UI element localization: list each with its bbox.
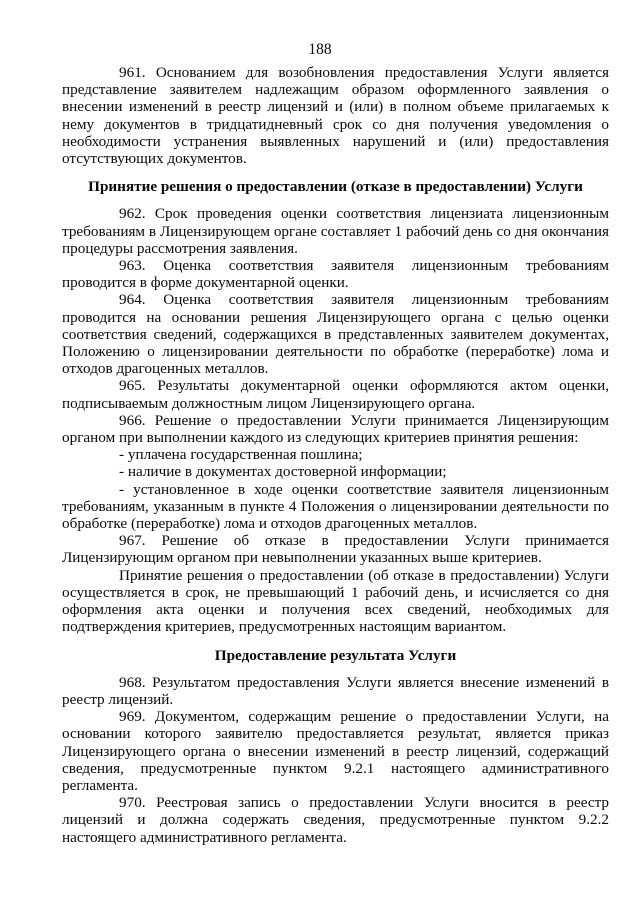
paragraph-961: 961. Основанием для возобновления предоставления Услуги является представление заявителем надлежащим образом оформленного заявления о внесении изменений в реестр лицензий и (или) в полном объеме прилагаемых к нему документов в тридцатидневный срок со дня получения уведомления о необходимости устранения выявленных нарушений и (или) предоставления отсутствующих документов. bbox=[62, 64, 609, 168]
criteria-item-compliance: - установленное в ходе оценки соответствие заявителя лицензионным требованиям, указанным в пункте 4 Положения о лицензировании деятельности по обработке (переработке) лома и отходов драгоценных металлов. bbox=[62, 480, 609, 533]
section-heading-result: Предоставление результата Услуги bbox=[214, 646, 457, 664]
page-number: 188 bbox=[308, 41, 332, 58]
criteria-item-info: - наличие в документах достоверной информации; bbox=[119, 463, 447, 481]
document-body bbox=[62, 64, 609, 846]
paragraph-965: 965. Результаты документарной оценки оформляются актом оценки, подписываемым должностным лицом Лицензирующего органа. bbox=[62, 377, 609, 412]
paragraph-962: 962. Срок проведения оценки соответствия лицензиата лицензионным требованиям в Лицензирующем органе составляет 1 рабочий день со дня окончания процедуры рассмотрения заявления. bbox=[62, 205, 609, 257]
criteria-item-fee: - уплачена государственная пошлина; bbox=[119, 446, 363, 464]
section-heading-decision: Принятие решения о предоставлении (отказе в предоставлении) Услуги bbox=[88, 178, 583, 196]
paragraph-967: 967. Решение об отказе в предоставлении Услуги принимается Лицензирующим органом при невыполнении указанных выше критериев. bbox=[62, 532, 609, 567]
paragraph-967-decision-term: Принятие решения о предоставлении (об отказе в предоставлении) Услуги осуществляется в срок, не превышающий 1 рабочий день, и исчисляется со дня оформления акта оценки и получения всех сведений, необходимых для подтверждения критериев, предусмотренных настоящим вариантом. bbox=[62, 566, 609, 636]
paragraph-966: 966. Решение о предоставлении Услуги принимается Лицензирующим органом при выполнении каждого из следующих критериев принятия решения: bbox=[62, 411, 609, 447]
paragraph-970: 970. Реестровая запись о предоставлении Услуги вносится в реестр лицензий и должна содержать сведения, предусмотренные пунктом 9.2.2 настоящего административного регламента. bbox=[62, 794, 609, 846]
paragraph-963: 963. Оценка соответствия заявителя лицензионным требованиям проводится в форме документарной оценки. bbox=[62, 257, 609, 292]
paragraph-969: 969. Документом, содержащим решение о предоставлении Услуги, на основании которого заявителю предоставляется результат, является приказ Лицензирующего органа о внесении изменений в реестр лицензий, содержащий сведения, предусмотренные пунктом 9.2.1 настоящего административного регламента. bbox=[62, 708, 609, 794]
paragraph-968: 968. Результатом предоставления Услуги является внесение изменений в реестр лицензий. bbox=[62, 673, 609, 708]
paragraph-964: 964. Оценка соответствия заявителя лицензионным требованиям проводится на основании решения Лицензирующего органа с целью оценки соответствия сведений, содержащихся в представленных заявителем документах, Положению о лицензировании деятельности по обработке (переработке) лома и отходов драгоценных металлов. bbox=[62, 291, 609, 378]
